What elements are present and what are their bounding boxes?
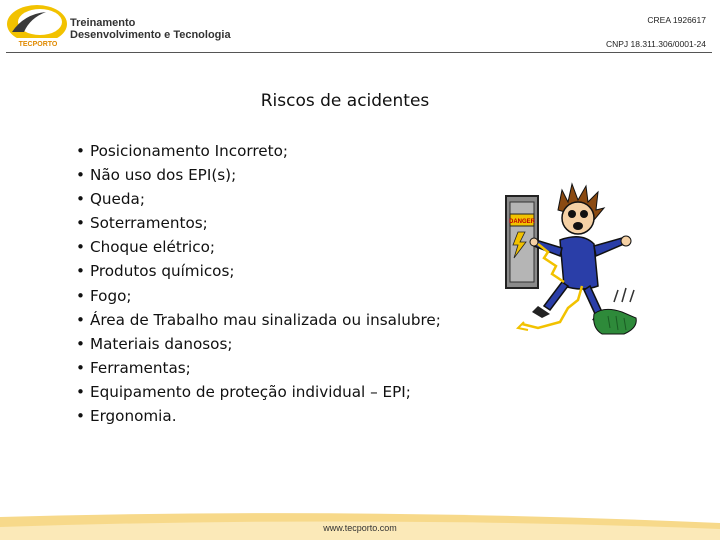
risk-item: • Equipamento de proteção individual – EPI; xyxy=(76,380,441,404)
risk-item: • Produtos químicos; xyxy=(76,259,441,283)
electric-shock-illustration xyxy=(498,178,648,348)
logo-text: TECPORTO xyxy=(18,41,58,48)
crea-number: CREA 1926617 xyxy=(647,15,706,25)
risk-list xyxy=(76,139,441,428)
website-link[interactable]: www.tecporto.com xyxy=(323,523,397,533)
slide-title: Riscos de acidentes xyxy=(260,91,430,111)
header-divider xyxy=(6,52,712,53)
risk-item: • Queda; xyxy=(76,187,441,211)
risk-item: • Posicionamento Incorreto; xyxy=(76,139,441,163)
risk-item: • Soterramentos; xyxy=(76,211,441,235)
risk-item: • Área de Trabalho mau sinalizada ou insalubre; xyxy=(76,308,441,332)
risk-item: • Ergonomia. xyxy=(76,404,441,428)
company-line-1: Treinamento xyxy=(70,17,136,29)
company-line-2: Desenvolvimento e Tecnologia xyxy=(70,29,231,41)
cnpj-number: CNPJ 18.311.306/0001-24 xyxy=(605,39,706,49)
risk-item: • Fogo; xyxy=(76,284,441,308)
risk-item: • Choque elétrico; xyxy=(76,235,441,259)
company-name xyxy=(70,17,231,41)
risk-item: • Não uso dos EPI(s); xyxy=(76,163,441,187)
danger-sign-text: DANGER xyxy=(508,219,536,225)
risk-item: • Ferramentas; xyxy=(76,356,441,380)
tecporto-logo xyxy=(4,2,70,50)
risk-item: • Materiais danosos; xyxy=(76,332,441,356)
